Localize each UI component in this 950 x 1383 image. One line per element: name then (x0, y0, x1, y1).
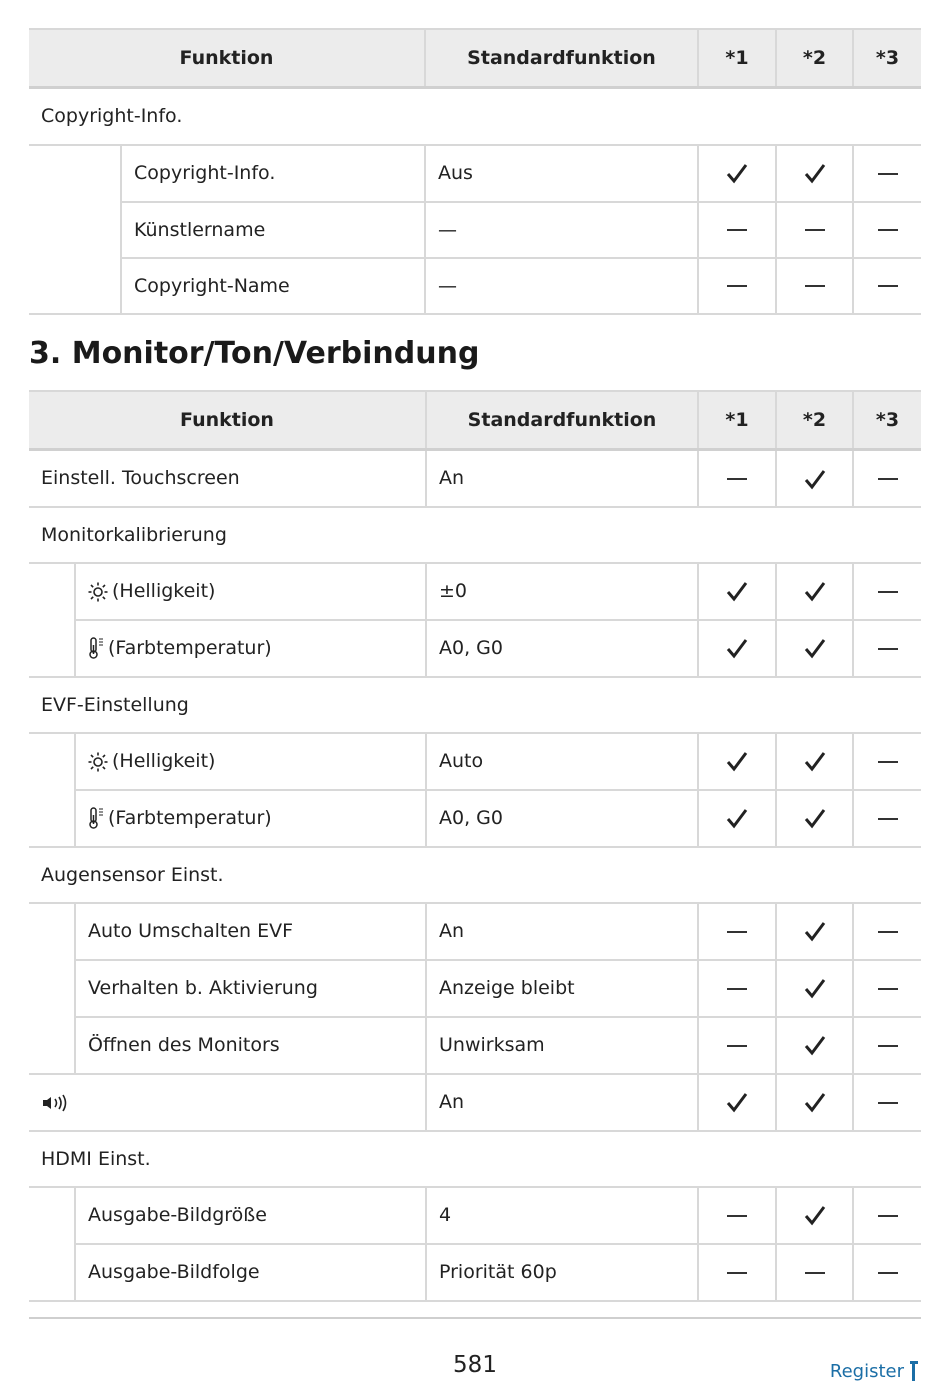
header-col1: *1 (698, 391, 776, 450)
dash-icon (727, 1045, 747, 1047)
header-col2: *2 (776, 391, 853, 450)
checkmark-icon (804, 1204, 826, 1226)
cell-col1 (698, 202, 776, 258)
checkmark-icon (726, 162, 748, 184)
indent-gutter (29, 733, 75, 790)
cell-col1 (698, 145, 776, 202)
indent-gutter (29, 202, 121, 258)
cell-col3 (853, 733, 921, 790)
indent-gutter (29, 790, 75, 847)
row-label-text: (Farbtemperatur) (108, 636, 272, 659)
row-label-touchscreen: Einstell. Touchscreen (29, 450, 426, 507)
dash-icon (878, 1272, 898, 1274)
dash-icon (727, 1272, 747, 1274)
cell-col2 (776, 620, 853, 677)
row-value: ±0 (426, 563, 698, 620)
row-value: 4 (426, 1187, 698, 1244)
dash-icon (878, 1215, 898, 1217)
checkmark-icon (804, 162, 826, 184)
dash-icon (878, 1102, 898, 1104)
row-label-text: (Farbtemperatur) (108, 806, 272, 829)
row-label: Copyright-Info. (121, 145, 425, 202)
row-label: Verhalten b. Aktivierung (75, 960, 426, 1017)
cell-col3 (853, 1074, 921, 1131)
cell-col2 (776, 563, 853, 620)
row-value: Aus (425, 145, 698, 202)
indent-gutter (29, 563, 75, 620)
indent-gutter (29, 620, 75, 677)
cell-col2 (776, 960, 853, 1017)
dash-icon (878, 229, 898, 231)
header-standardfunktion: Standardfunktion (426, 391, 698, 450)
header-col3: *3 (853, 391, 921, 450)
row-label: Ausgabe-Bildgröße (75, 1187, 426, 1244)
cell-col1 (698, 1244, 776, 1301)
cell-col1 (698, 258, 776, 314)
row-value: Unwirksam (426, 1017, 698, 1074)
cell-col3 (853, 563, 921, 620)
thermometer-icon (88, 637, 104, 659)
footer-divider (29, 1317, 921, 1319)
dash-icon (805, 229, 825, 231)
thermometer-icon (88, 807, 104, 829)
indent-gutter (29, 960, 75, 1017)
cell-col1 (698, 563, 776, 620)
cell-col1 (698, 790, 776, 847)
checkmark-icon (804, 637, 826, 659)
dash-icon (727, 931, 747, 933)
dash-icon (878, 931, 898, 933)
cell-col3 (853, 903, 921, 960)
row-value: A0, G0 (426, 620, 698, 677)
cell-col2 (776, 258, 853, 314)
cell-col3 (853, 1017, 921, 1074)
header-standardfunktion: Standardfunktion (425, 29, 698, 88)
dash-icon (727, 478, 747, 480)
row-label (75, 733, 426, 790)
cell-col1 (698, 1017, 776, 1074)
checkmark-icon (804, 1091, 826, 1113)
row-label (75, 563, 426, 620)
row-value: — (425, 202, 698, 258)
indent-gutter (29, 1244, 75, 1301)
dash-icon (727, 988, 747, 990)
row-label: Öffnen des Monitors (75, 1017, 426, 1074)
cell-col1 (698, 960, 776, 1017)
checkmark-icon (804, 977, 826, 999)
group-augensensor: Augensensor Einst. (29, 847, 921, 903)
checkmark-icon (804, 807, 826, 829)
row-label (75, 790, 426, 847)
indent-gutter (29, 145, 121, 202)
dash-icon (878, 818, 898, 820)
cell-col1 (698, 1187, 776, 1244)
row-label: Auto Umschalten EVF (75, 903, 426, 960)
cell-col1 (698, 733, 776, 790)
cell-col3 (853, 620, 921, 677)
header-funktion: Funktion (29, 391, 426, 450)
dash-icon (878, 173, 898, 175)
checkmark-icon (804, 750, 826, 772)
cell-col2 (776, 145, 853, 202)
group-evf-einstellung: EVF-Einstellung (29, 677, 921, 733)
cell-col1 (698, 450, 776, 507)
checkmark-icon (804, 468, 826, 490)
dash-icon (878, 591, 898, 593)
dash-icon (878, 1045, 898, 1047)
checkmark-icon (804, 1034, 826, 1056)
header-col2: *2 (776, 29, 853, 88)
checkmark-icon (804, 580, 826, 602)
cell-col1 (698, 903, 776, 960)
section-title: 3. Monitor/Ton/Verbindung (29, 336, 480, 371)
speaker-icon (41, 1094, 69, 1112)
cell-col3 (853, 1244, 921, 1301)
header-col3: *3 (853, 29, 921, 88)
row-label (75, 620, 426, 677)
copyright-table (29, 28, 921, 315)
header-col1: *1 (698, 29, 776, 88)
row-label-sound (29, 1074, 426, 1131)
row-label: Copyright-Name (121, 258, 425, 314)
page-number: 581 (453, 1352, 497, 1378)
group-copyright-info: Copyright-Info. (29, 88, 921, 145)
checkmark-icon (726, 807, 748, 829)
row-value: An (426, 450, 698, 507)
row-value: Auto (426, 733, 698, 790)
group-monitorkalibrierung: Monitorkalibrierung (29, 507, 921, 563)
sun-icon (88, 582, 108, 602)
dash-icon (878, 478, 898, 480)
dash-icon (727, 229, 747, 231)
row-label-text: (Helligkeit) (112, 580, 216, 602)
cell-col2 (776, 1074, 853, 1131)
indent-gutter (29, 903, 75, 960)
cell-col2 (776, 733, 853, 790)
row-label: Ausgabe-Bildfolge (75, 1244, 426, 1301)
dash-icon (878, 285, 898, 287)
dash-icon (805, 285, 825, 287)
cell-col1 (698, 620, 776, 677)
row-value: An (426, 1074, 698, 1131)
checkmark-icon (726, 1091, 748, 1113)
dash-icon (878, 988, 898, 990)
row-value: A0, G0 (426, 790, 698, 847)
cell-col2 (776, 790, 853, 847)
checkmark-icon (804, 920, 826, 942)
register-label[interactable]: Register (829, 1360, 904, 1382)
index-tab-icon (908, 1360, 920, 1382)
indent-gutter (29, 258, 121, 314)
group-hdmi: HDMI Einst. (29, 1131, 921, 1187)
row-label-text: (Helligkeit) (112, 750, 216, 772)
register-link[interactable] (830, 1360, 920, 1382)
monitor-sound-connection-table (29, 390, 921, 1302)
row-label: Künstlername (121, 202, 425, 258)
cell-col2 (776, 450, 853, 507)
dash-icon (805, 1272, 825, 1274)
cell-col2 (776, 202, 853, 258)
header-funktion: Funktion (29, 29, 425, 88)
dash-icon (727, 1215, 747, 1217)
indent-gutter (29, 1187, 75, 1244)
cell-col3 (853, 1187, 921, 1244)
cell-col3 (853, 202, 921, 258)
cell-col3 (853, 450, 921, 507)
row-value: An (426, 903, 698, 960)
cell-col1 (698, 1074, 776, 1131)
row-value: Anzeige bleibt (426, 960, 698, 1017)
cell-col2 (776, 1187, 853, 1244)
cell-col3 (853, 960, 921, 1017)
checkmark-icon (726, 750, 748, 772)
dash-icon (878, 648, 898, 650)
cell-col3 (853, 145, 921, 202)
row-value: — (425, 258, 698, 314)
cell-col2 (776, 1244, 853, 1301)
checkmark-icon (726, 637, 748, 659)
row-value: Priorität 60p (426, 1244, 698, 1301)
dash-icon (878, 761, 898, 763)
cell-col2 (776, 1017, 853, 1074)
sun-icon (88, 752, 108, 772)
dash-icon (727, 285, 747, 287)
cell-col3 (853, 258, 921, 314)
cell-col3 (853, 790, 921, 847)
checkmark-icon (726, 580, 748, 602)
indent-gutter (29, 1017, 75, 1074)
cell-col2 (776, 903, 853, 960)
